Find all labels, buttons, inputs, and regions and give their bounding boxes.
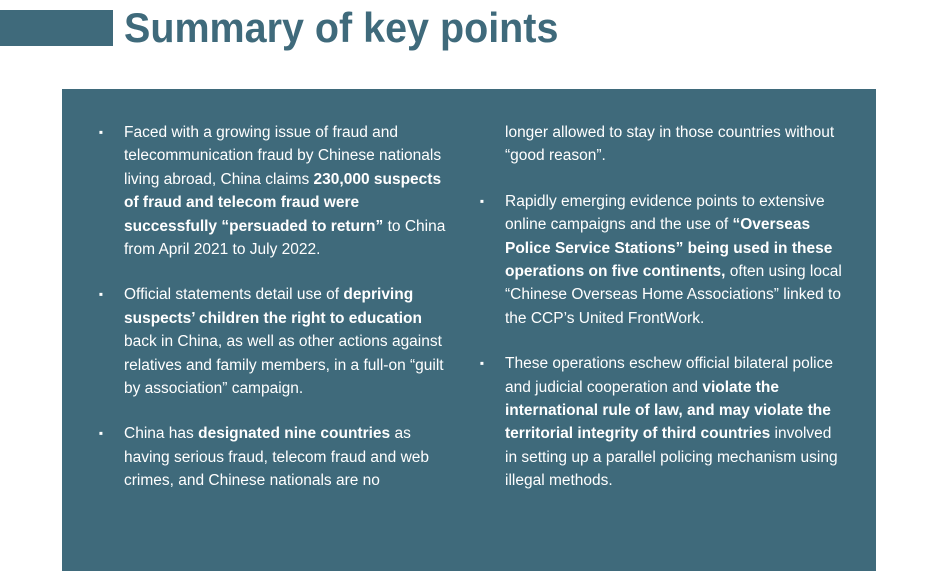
page-title: Summary of key points xyxy=(124,4,559,51)
bullet-icon: ▪ xyxy=(98,426,104,441)
bullet-text: back in China, as well as other actions against relatives and family members, in a full-on “guilt by association” campaign. xyxy=(124,333,444,398)
bullet-item-nine-countries xyxy=(98,422,454,492)
bullet-text: China has xyxy=(124,425,199,443)
left-column xyxy=(98,121,454,493)
bullet-icon: ▪ xyxy=(98,287,104,302)
bullet-item-police-stations xyxy=(479,190,845,330)
bullet-emphasis: “Overseas Police Service Stations” being used in these operations on five continents, xyxy=(505,216,833,281)
bullet-emphasis: violate the international rule of law, and may violate the territorial integrity of third countries xyxy=(505,378,831,443)
bullet-text: These operations eschew official bilateral police and judicial cooperation and xyxy=(505,355,833,396)
title-accent-bar xyxy=(0,10,113,46)
bullet-emphasis: depriving suspects’ children the right to education xyxy=(124,286,422,327)
right-column xyxy=(479,121,845,493)
bullet-icon: ▪ xyxy=(479,356,485,371)
key-points-panel xyxy=(62,89,876,571)
bullet-item-rule-of-law xyxy=(479,352,845,492)
bullet-icon: ▪ xyxy=(479,193,485,208)
bullet-emphasis: 230,000 suspects of fraud and telecom fraud were successfully “persuaded to return” xyxy=(124,170,442,235)
bullet-item-fraud-returns xyxy=(98,121,454,261)
bullet-item-nine-countries-continued xyxy=(505,121,845,168)
bullet-text: involved in setting up a parallel policing mechanism using illegal methods. xyxy=(505,425,838,490)
bullet-emphasis: designated nine countries xyxy=(198,425,391,443)
bullet-item-guilt-by-association xyxy=(98,283,454,400)
bullet-text: Faced with a growing issue of fraud and telecommunication fraud by Chinese nationals living abroad, China claims xyxy=(124,124,442,188)
bullet-text: often using local “Chinese Overseas Home Associations” linked to the CCP’s United FrontWork. xyxy=(505,263,842,327)
bullet-text: Rapidly emerging evidence points to extensive online campaigns and the use of xyxy=(505,192,825,234)
bullet-icon: ▪ xyxy=(98,125,104,139)
bullet-text: Official statements detail use of xyxy=(124,286,344,304)
bullet-text: as having serious fraud, telecom fraud and web crimes, and Chinese nationals are no xyxy=(124,425,430,490)
bullet-text: longer allowed to stay in those countries without “good reason”. xyxy=(505,124,835,165)
bullet-text: to China from April 2021 to July 2022. xyxy=(124,217,446,259)
